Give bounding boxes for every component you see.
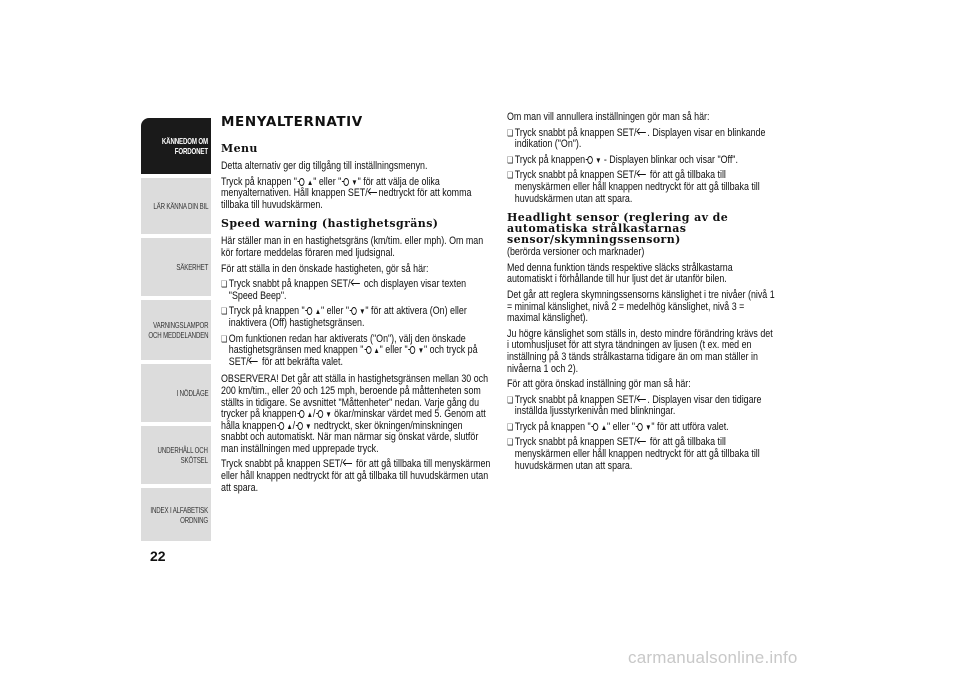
down-triangle-icon: ▼ (305, 421, 312, 431)
menu-paragraph-2: Tryck på knappen " ▲" eller " ▼" för att välja de olika menyalternativen. Håll knappen SET/ nedtryckt för att komma tillbaka till huvudskärmen. (221, 175, 472, 211)
speed-warning-heading: Speed warning (hastighetsgräns) (221, 217, 439, 231)
headlight-paragraph-1: Med denna funktion tänds respektive släcks strålkastarna automatiskt i förhållande till hur ljust det är utanför bilen. (507, 261, 733, 286)
tab-label: SÄKERHET (176, 262, 208, 272)
tab-varningslampor[interactable] (141, 300, 211, 360)
menu-paragraph-1: Detta alternativ ger dig tillgång till inställningsmenyn. (221, 160, 428, 172)
tab-label: INDEX I ALFABETISK ORDNING (150, 504, 208, 525)
tab-lar-kanna-din-bil[interactable] (141, 178, 211, 234)
lamp-icon (408, 345, 416, 354)
down-triangle-icon: ▼ (595, 155, 602, 165)
speed-last-paragraph: Tryck snabbt på knappen SET/ för att gå tillbaka till menyskärmen eller håll knappen nedtryckt för att gå tillbaka till huvudskärmen utan att spara. (221, 458, 491, 494)
menu-body (221, 161, 491, 211)
lamp-icon (342, 177, 350, 186)
speed-step-3: ❏ Om funktionen redan har aktiverats ("On"), välj den önskade hastighetsgränsen med knappen " ▲" eller " ▼" och tryck på SET/ för att bekräfta valet. (221, 334, 491, 369)
headlight-step-3: ❏ Tryck snabbt på knappen SET/ för att gå tillbaka till menyskärmen eller håll knappen nedtryckt för att gå tillbaka till huvudskärmen utan att spara. (507, 437, 777, 472)
headlight-paragraph-3: Ju högre känslighet som ställs in, desto mindre förändring krävs det i utomhusljuset för att styra tändningen av ljusen (t ex. med en inställning på 3 tänds strålkastarna tidigare än om man ställer in nivåerna 1 och 2). (507, 327, 773, 375)
back-arrow-icon (368, 188, 377, 197)
headlight-step-2: ❏ Tryck på knappen " ▲" eller " ▼" för att utföra valet. (507, 422, 777, 434)
headlight-sensor-heading: Headlight sensor (reglering av de automatiska strålkastarnas sensor/skymningssensorn) (507, 211, 729, 247)
speed-step-2: ❏ Tryck på knappen " ▲" eller " ▼" för att aktivera (On) eller inaktivera (Off) hastighetsgränsen. (221, 306, 491, 329)
lamp-icon (297, 409, 305, 418)
cancel-paragraph: Om man vill annullera inställningen gör man så här: (507, 111, 710, 123)
lamp-icon (364, 345, 372, 354)
tab-label: I NÖDLÄGE (175, 388, 208, 398)
speed-paragraph-1: Här ställer man in en hastighetsgräns (km/tim. eller mph). Om man kör fortare meddelas föraren med ljudsignal. (221, 235, 484, 259)
right-column (507, 112, 777, 476)
watermark: carmanualsonline.info (628, 648, 798, 667)
down-triangle-icon: ▼ (325, 410, 332, 420)
back-arrow-icon (637, 395, 646, 404)
tab-label: LÄR KÄNNA DIN BIL (152, 201, 208, 211)
lamp-icon (591, 422, 599, 431)
headlight-step-1: ❏ Tryck snabbt på knappen SET/ . Displayen visar den tidigare inställda ljusstyrkenivån med blinkningar. (507, 395, 777, 418)
speed-step-1: ❏ Tryck snabbt på knappen SET/ och displayen visar texten "Speed Beep". (221, 279, 491, 302)
lamp-icon (296, 421, 304, 430)
headlight-paragraph-2: Det går att reglera skymningssensorns känslighet i tre nivåer (nivå 1 = minimal känslighet, nivå 2 = medelhög känslighet, nivå 3 = maximal känslighet). (507, 288, 775, 325)
back-arrow-icon (637, 170, 646, 179)
down-triangle-icon: ▼ (417, 346, 425, 356)
back-arrow-icon (637, 437, 646, 446)
cancel-step-1: ❏ Tryck snabbt på knappen SET/ . Displayen visar en blinkande indikation ("On"). (507, 128, 777, 151)
up-triangle-icon: ▲ (307, 177, 314, 187)
down-triangle-icon: ▼ (351, 177, 358, 187)
down-triangle-icon: ▼ (359, 307, 366, 317)
tab-underhall-och-skotsel[interactable] (141, 426, 211, 484)
headlight-paragraph-4: För att göra önskad inställning gör man så här: (507, 378, 691, 391)
tab-label: KÄNNEDOM OM FORDONET (161, 136, 208, 156)
lamp-icon (350, 306, 358, 315)
left-column (221, 112, 491, 498)
headlight-body (507, 247, 777, 472)
back-arrow-icon (637, 128, 646, 137)
up-triangle-icon: ▲ (600, 422, 608, 432)
menu-heading: Menu (221, 142, 258, 155)
tab-index[interactable] (141, 488, 211, 541)
up-triangle-icon: ▲ (373, 346, 380, 356)
speed-note: OBSERVERA! Det går att ställa in hastighetsgränsen mellan 30 och 200 km/tim., eller 20 och 125 mph, beroende på måttenheten som ställts in tidigare. Se avsnittet "Måttenheter" nedan. Varje gång du trycker på knappen ▲/ ▼ ökar/minskar värdet med 5. Genom att hålla knappen ▲/ ▼ nedtryckt, sker ökningen/minskningen snabbt och automatiskt. När man närmar sig önskat värde, slutför man inställningen med upprepade tryck. (221, 373, 489, 455)
tab-label: UNDERHÅLL OCH SKÖTSEL (157, 445, 208, 465)
lamp-icon (586, 155, 594, 164)
back-arrow-icon (249, 357, 258, 366)
tab-i-nodlage[interactable] (141, 364, 211, 422)
back-arrow-icon (351, 279, 360, 288)
up-triangle-icon: ▲ (286, 421, 293, 431)
lamp-icon (316, 409, 324, 418)
lamp-icon (298, 177, 306, 186)
up-triangle-icon: ▲ (314, 307, 322, 317)
speed-warning-body (221, 236, 491, 494)
down-triangle-icon: ▼ (645, 422, 652, 432)
cancel-step-3: ❏ Tryck snabbt på knappen SET/ för att gå tillbaka till menyskärmen eller håll knappen nedtryckt för att gå tillbaka till huvudskärmen utan att spara. (507, 170, 777, 205)
cancel-body (507, 112, 777, 205)
page-number: 22 (150, 548, 166, 564)
chapter-sidebar (141, 118, 211, 541)
headlight-subtitle: (berörda versioner och marknader) (507, 246, 645, 259)
speed-paragraph-2: För att ställa in den önskade hastigheten, gör så här: (221, 262, 429, 275)
tab-sakerhet[interactable] (141, 238, 211, 296)
lamp-icon (305, 306, 313, 315)
cancel-step-2: ❏ Tryck på knappen ▼ - Displayen blinkar och visar "Off". (507, 155, 777, 167)
up-triangle-icon: ▲ (306, 410, 313, 420)
section-title: MENYALTERNATIV (221, 114, 363, 130)
back-arrow-icon (343, 459, 352, 468)
lamp-icon (636, 422, 644, 431)
lamp-icon (277, 421, 285, 430)
tab-kannedom-om-fordonet[interactable] (141, 118, 211, 174)
tab-label: VARNINGSLAMPOR OCH MEDDELANDEN (147, 320, 208, 340)
